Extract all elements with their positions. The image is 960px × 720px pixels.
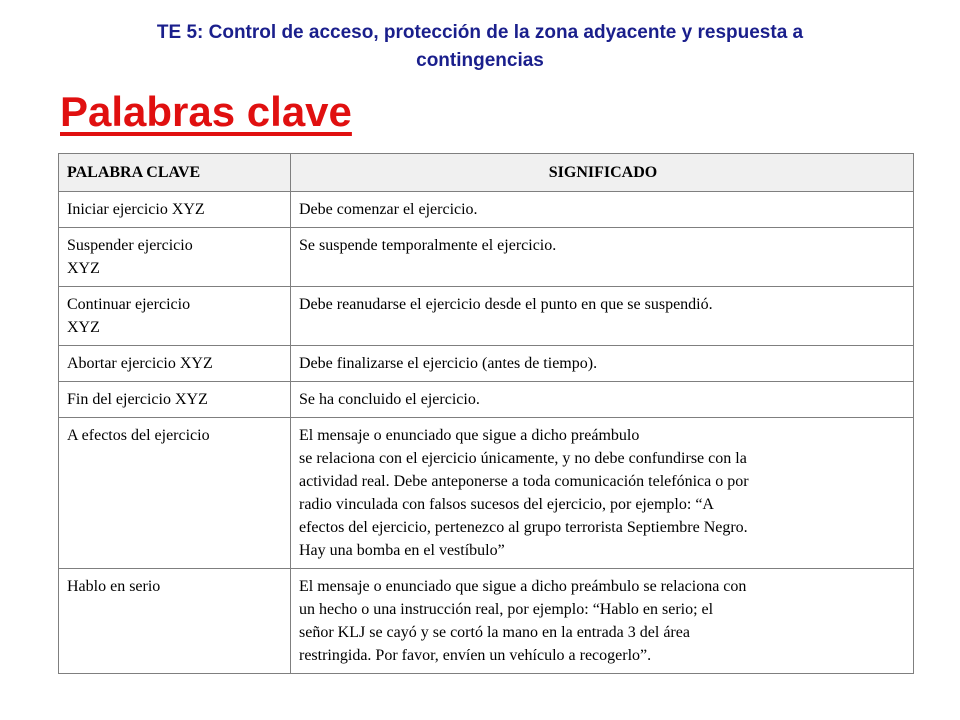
table-row bbox=[59, 346, 914, 382]
header-title bbox=[40, 19, 920, 75]
keyword-cell bbox=[59, 192, 291, 228]
keyword-line: A efectos del ejercicio bbox=[67, 427, 210, 444]
meaning-cell bbox=[291, 287, 914, 346]
table-row bbox=[59, 287, 914, 346]
meaning-line: actividad real. Debe anteponerse a toda comunicación telefónica o por bbox=[299, 473, 749, 490]
keyword-cell bbox=[59, 382, 291, 418]
page-heading: Palabras clave bbox=[60, 88, 352, 135]
keyword-line: Iniciar ejercicio XYZ bbox=[67, 201, 205, 218]
meaning-line: Se suspende temporalmente el ejercicio. bbox=[299, 237, 557, 254]
table-row bbox=[59, 382, 914, 418]
keyword-cell bbox=[59, 346, 291, 382]
meaning-line: señor KLJ se cayó y se cortó la mano en la entrada 3 del área bbox=[299, 624, 690, 641]
table-row bbox=[59, 228, 914, 287]
table-header-row bbox=[59, 154, 914, 192]
keyword-line: XYZ bbox=[67, 260, 100, 277]
table-body bbox=[59, 192, 914, 674]
meaning-cell bbox=[291, 418, 914, 569]
meaning-cell bbox=[291, 569, 914, 674]
meaning-line: un hecho o una instrucción real, por ejemplo: “Hablo en serio; el bbox=[299, 601, 714, 618]
meaning-cell bbox=[291, 192, 914, 228]
column-header-meaning: SIGNIFICADO bbox=[291, 154, 914, 192]
meaning-line: Se ha concluido el ejercicio. bbox=[299, 391, 480, 408]
table-row bbox=[59, 569, 914, 674]
keyword-line: Suspender ejercicio bbox=[67, 237, 193, 254]
table-row bbox=[59, 192, 914, 228]
meaning-line: Debe comenzar el ejercicio. bbox=[299, 201, 478, 218]
meaning-line: efectos del ejercicio, pertenezco al grupo terrorista Septiembre Negro. bbox=[299, 519, 748, 536]
meaning-line: Debe reanudarse el ejercicio desde el punto en que se suspendió. bbox=[299, 296, 713, 313]
meaning-line: radio vinculada con falsos sucesos del ejercicio, por ejemplo: “A bbox=[299, 496, 714, 513]
keyword-cell bbox=[59, 228, 291, 287]
keyword-table bbox=[58, 153, 914, 674]
keyword-line: Continuar ejercicio bbox=[67, 296, 191, 313]
keyword-cell bbox=[59, 569, 291, 674]
keyword-line: Abortar ejercicio XYZ bbox=[67, 355, 213, 372]
keyword-cell bbox=[59, 418, 291, 569]
meaning-line: se relaciona con el ejercicio únicamente, y no debe confundirse con la bbox=[299, 450, 747, 467]
meaning-line: Hay una bomba en el vestíbulo” bbox=[299, 542, 505, 559]
keyword-line: Hablo en serio bbox=[67, 578, 161, 595]
meaning-line: restringida. Por favor, envíen un vehículo a recogerlo”. bbox=[299, 647, 652, 664]
keyword-cell bbox=[59, 287, 291, 346]
meaning-line: Debe finalizarse el ejercicio (antes de tiempo). bbox=[299, 355, 598, 372]
meaning-line: El mensaje o enunciado que sigue a dicho preámbulo se relaciona con bbox=[299, 578, 747, 595]
header-title-line-2: contingencias bbox=[416, 50, 544, 71]
keyword-line: XYZ bbox=[67, 319, 100, 336]
meaning-cell bbox=[291, 382, 914, 418]
meaning-cell bbox=[291, 228, 914, 287]
column-header-keyword: PALABRA CLAVE bbox=[59, 154, 291, 192]
table-row bbox=[59, 418, 914, 569]
keyword-line: Fin del ejercicio XYZ bbox=[67, 391, 208, 408]
meaning-cell bbox=[291, 346, 914, 382]
header-title-line-1: TE 5: Control de acceso, protección de la zona adyacente y respuesta a bbox=[156, 22, 804, 43]
meaning-line: El mensaje o enunciado que sigue a dicho preámbulo bbox=[299, 427, 640, 444]
